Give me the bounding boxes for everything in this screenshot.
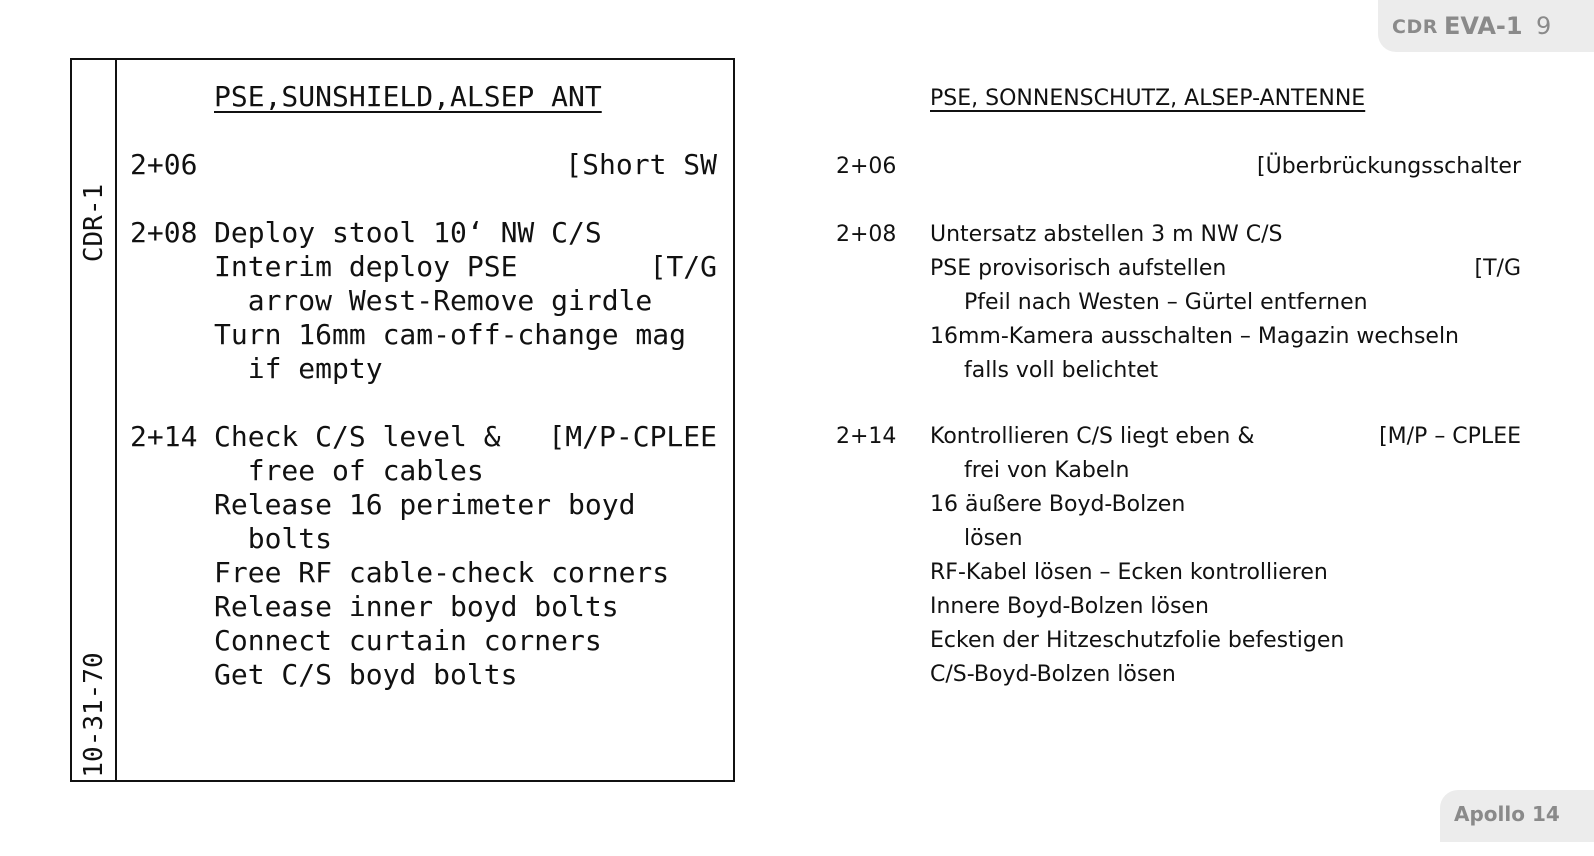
card-step-line: if empty	[214, 352, 383, 385]
card-side-strip	[72, 60, 117, 780]
card-step-line: Deploy stool 10‘ NW C/S	[214, 216, 602, 249]
page-number: 9	[1536, 12, 1552, 40]
translation-step-line: C/S-Boyd-Bolzen lösen	[930, 662, 1176, 687]
footer-tab	[1440, 790, 1594, 842]
card-step-time: 2+08	[130, 216, 198, 249]
card-step-line: free of cables	[214, 454, 484, 487]
translation-step-tag: [T/G	[1474, 256, 1521, 281]
header-tab	[1378, 0, 1594, 52]
translation-step-line: Pfeil nach Westen – Gürtel entfernen	[964, 290, 1368, 315]
translation-heading: PSE, SONNENSCHUTZ, ALSEP-ANTENNE	[930, 86, 1366, 111]
translation-step-line: Innere Boyd-Bolzen lösen	[930, 594, 1209, 619]
card-step-line: Turn 16mm cam-off-change mag	[214, 318, 687, 351]
translation-step-line: 16mm-Kamera ausschalten – Magazin wechseln	[930, 324, 1459, 349]
translation-step-tag: [M/P – CPLEE	[1379, 424, 1521, 449]
checklist-card	[70, 58, 735, 782]
translation-step-time: 2+14	[836, 424, 897, 449]
card-step-line: Get C/S boyd bolts	[214, 658, 518, 691]
translation-step-time: 2+06	[836, 154, 897, 179]
card-step-line: Connect curtain corners	[214, 624, 602, 657]
translation-step-line: PSE provisorisch aufstellen	[930, 256, 1227, 281]
card-step-line: Release 16 perimeter boyd	[214, 488, 636, 521]
translation-step-line: Ecken der Hitzeschutzfolie befestigen	[930, 628, 1345, 653]
translation-step-line: Untersatz abstellen 3 m NW C/S	[930, 222, 1283, 247]
card-step-line: Release inner boyd bolts	[214, 590, 619, 623]
card-heading: PSE,SUNSHIELD,ALSEP ANT	[214, 80, 602, 113]
card-step-line: Check C/S level &	[214, 420, 501, 453]
card-step-tag: [T/G	[649, 250, 717, 283]
translation-step-line: Kontrollieren C/S liegt eben &	[930, 424, 1255, 449]
card-step-line: Interim deploy PSE	[214, 250, 518, 283]
card-step-time: 2+14	[130, 420, 198, 453]
translation-step-line: frei von Kabeln	[964, 458, 1130, 483]
translation-step-line: RF-Kabel lösen – Ecken kontrollieren	[930, 560, 1328, 585]
translation-step-tag: [Überbrückungsschalter	[1257, 154, 1521, 179]
header-title: EVA-1	[1444, 12, 1523, 40]
translation-step-line: lösen	[964, 526, 1023, 551]
translation-step-line: falls voll belichtet	[964, 358, 1159, 383]
translation-step-time: 2+08	[836, 222, 897, 247]
card-step-line: arrow West-Remove girdle	[214, 284, 653, 317]
card-id-label: CDR-1	[79, 183, 109, 263]
card-step-line: Free RF cable-check corners	[214, 556, 670, 589]
header-section: CDR	[1392, 16, 1438, 38]
card-step-tag: [Short SW	[565, 148, 717, 181]
translation-step-line: 16 äußere Boyd-Bolzen	[930, 492, 1186, 517]
card-date-label: 10-31-70	[79, 652, 109, 778]
card-step-line: bolts	[214, 522, 333, 555]
card-step-time: 2+06	[130, 148, 198, 181]
card-step-tag: [M/P-CPLEE	[548, 420, 717, 453]
mission-label: Apollo 14	[1454, 802, 1560, 826]
